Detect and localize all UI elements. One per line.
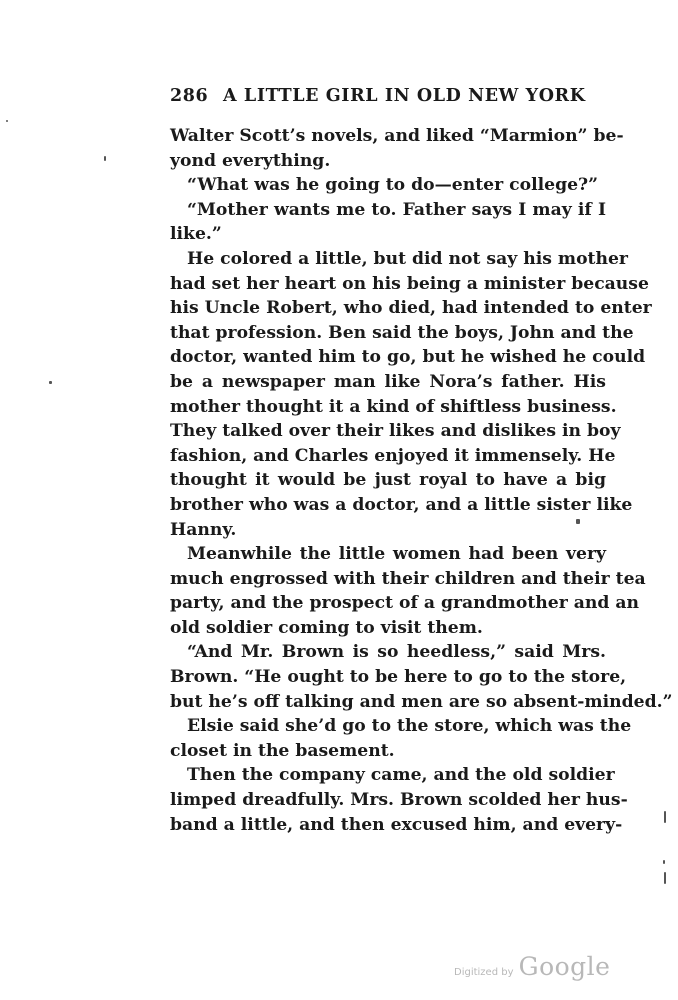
body-text bbox=[170, 124, 673, 837]
scan-speck bbox=[104, 156, 106, 161]
text-line: brother who was a doctor, and a little sister like bbox=[170, 494, 633, 515]
text-line: Meanwhile the little women had been very bbox=[187, 544, 606, 565]
text-line: that profession. Ben said the boys, John and the bbox=[170, 322, 634, 343]
running-title: A LITTLE GIRL IN OLD NEW YORK bbox=[223, 86, 586, 106]
text-line: closet in the basement. bbox=[170, 740, 395, 761]
text-line: yond everything. bbox=[170, 150, 331, 171]
scan-speck bbox=[664, 811, 666, 823]
scan-speck bbox=[6, 120, 8, 122]
text-line: be a newspaper man like Nora’s father. His bbox=[170, 371, 606, 392]
scan-speck bbox=[663, 860, 665, 864]
digitized-by-watermark bbox=[454, 952, 610, 981]
scan-speck bbox=[49, 381, 52, 384]
text-line: thought it would be just royal to have a big bbox=[170, 470, 606, 491]
text-line: They talked over their likes and dislikes in boy bbox=[170, 421, 621, 442]
text-line: much engrossed with their children and their tea bbox=[170, 568, 646, 589]
text-line: He colored a little, but did not say his mother bbox=[187, 248, 628, 269]
google-logo: Google bbox=[518, 952, 611, 981]
text-line: Hanny. bbox=[170, 519, 237, 540]
watermark-prefix: Digitized by bbox=[454, 967, 514, 978]
text-line: like.” bbox=[170, 224, 222, 245]
text-line: Brown. “He ought to be here to go to the store, bbox=[170, 667, 627, 688]
scan-speck bbox=[664, 872, 666, 884]
text-line: doctor, wanted him to go, but he wished he could bbox=[170, 347, 646, 368]
text-line: Walter Scott’s novels, and liked “Marmion” be- bbox=[170, 126, 624, 146]
text-line: “And Mr. Brown is so heedless,” said Mrs. bbox=[187, 642, 606, 663]
text-line: but he’s off talking and men are so absent-minded.” bbox=[170, 691, 673, 712]
text-line: limped dreadfully. Mrs. Brown scolded her hus- bbox=[170, 790, 628, 811]
text-line: Elsie said she’d go to the store, which was the bbox=[187, 716, 632, 737]
text-line: band a little, and then excused him, and every- bbox=[170, 814, 623, 835]
text-line: had set her heart on his being a minister because bbox=[170, 273, 649, 294]
text-line: “What was he going to do—enter college?” bbox=[187, 175, 598, 196]
text-line: “Mother wants me to. Father says I may if I bbox=[187, 199, 606, 220]
page-header bbox=[170, 86, 590, 106]
text-line: mother thought it a kind of shiftless business. bbox=[170, 396, 617, 417]
text-line: Then the company came, and the old soldier bbox=[187, 765, 615, 786]
page-number: 286 bbox=[170, 86, 209, 106]
text-line: old soldier coming to visit them. bbox=[170, 617, 483, 638]
scan-speck bbox=[576, 519, 580, 524]
text-line: his Uncle Robert, who died, had intended to enter bbox=[170, 298, 652, 319]
text-line: party, and the prospect of a grandmother and an bbox=[170, 593, 640, 614]
text-line: fashion, and Charles enjoyed it immensely. He bbox=[170, 445, 616, 466]
